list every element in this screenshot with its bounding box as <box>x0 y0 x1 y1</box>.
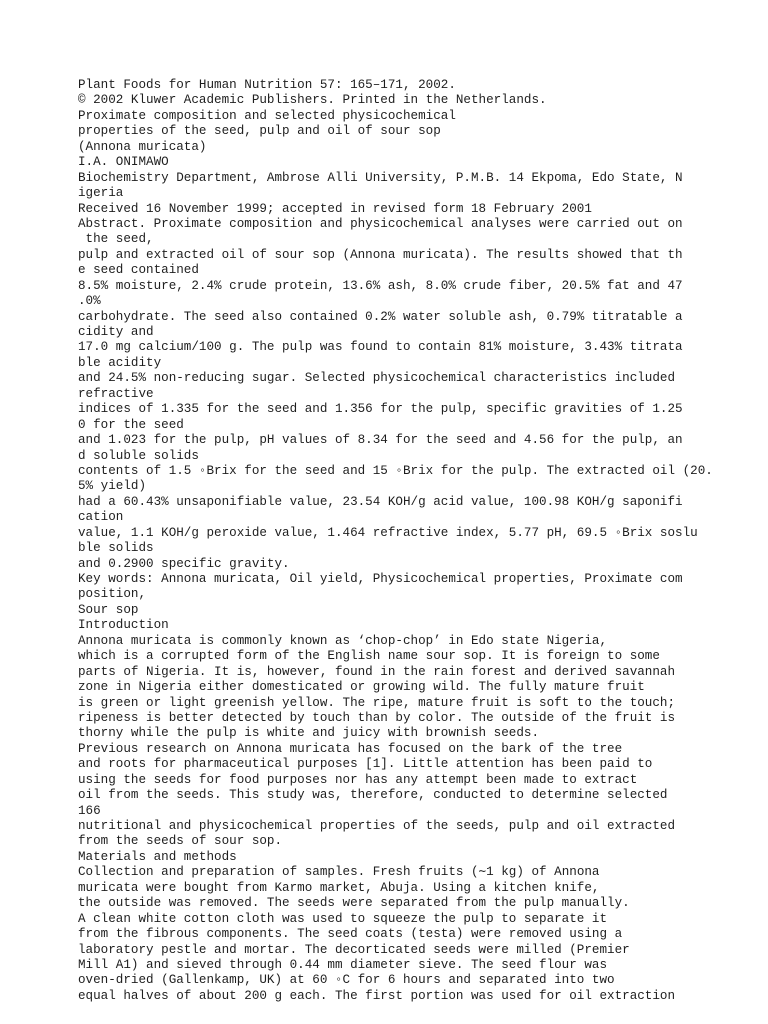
document-text <box>78 78 758 1004</box>
text-line: Key words: Annona muricata, Oil yield, Physicochemical properties, Proximate com <box>78 572 683 586</box>
text-line: Annona muricata is commonly known as ‘chop-chop’ in Edo state Nigeria, <box>78 633 608 648</box>
text-line: Sour sop <box>78 602 139 617</box>
text-line: oven-dried (Gallenkamp, UK) at 60 ◦C for 6 hours and separated into two <box>78 973 615 988</box>
text-line: value, 1.1 KOH/g peroxide value, 1.464 refractive index, 5.77 pH, 69.5 ◦Brix soslu <box>78 525 698 540</box>
text-line: and 0.2900 specific gravity. <box>78 556 290 571</box>
text-line: zone in Nigeria either domesticated or growing wild. The fully mature fruit <box>78 680 645 695</box>
text-line: © 2002 Kluwer Academic Publishers. Printed in the Netherlands. <box>78 93 547 108</box>
text-line: ble acidity <box>78 355 162 370</box>
text-line: 166 <box>78 803 101 818</box>
text-line: the outside was removed. The seeds were separated from the pulp manually. <box>78 896 630 911</box>
text-line: 17.0 mg calcium/100 g. The pulp was found to contain 81% moisture, 3.43% titrata <box>78 340 683 355</box>
text-line: ripeness is better detected by touch than by color. The outside of the fruit is <box>78 710 676 725</box>
text-line: e seed contained <box>78 263 199 278</box>
text-line: refractive <box>78 386 154 401</box>
text-line: Previous research on Annona muricata has focused on the bark of the tree <box>78 741 623 756</box>
text-line: Biochemistry Department, Ambrose Alli University, P.M.B. 14 Ekpoma, Edo State, N <box>78 170 683 185</box>
text-line: Proximate composition and selected physicochemical <box>78 108 456 123</box>
text-line: using the seeds for food purposes nor has any attempt been made to extract <box>78 772 638 787</box>
text-line: indices of 1.335 for the seed and 1.356 for the pulp, specific gravities of 1.25 <box>78 402 683 417</box>
text-line: had a 60.43% unsaponifiable value, 23.54 KOH/g acid value, 100.98 KOH/g saponifi <box>78 494 683 509</box>
text-line: I.A. ONIMAWO <box>78 155 169 170</box>
text-line: from the fibrous components. The seed coats (testa) were removed using a <box>78 927 623 942</box>
text-line: position, <box>78 587 147 602</box>
text-line: and 24.5% non-reducing sugar. Selected physicochemical characteristics included <box>78 371 676 386</box>
text-line: oil from the seeds. This study was, therefore, conducted to determine selected <box>78 788 668 803</box>
text-line: Mill A1) and sieved through 0.44 mm diameter sieve. The seed flour was <box>78 957 608 972</box>
text-line: parts of Nigeria. It is, however, found in the rain forest and derived savannah <box>78 664 676 679</box>
text-line: is green or light greenish yellow. The ripe, mature fruit is soft to the touch; <box>78 695 676 710</box>
text-line: and 1.023 for the pulp, pH values of 8.34 for the seed and 4.56 for the pulp, an <box>78 433 683 448</box>
text-line: and roots for pharmaceutical purposes [1]. Little attention has been paid to <box>78 757 653 772</box>
text-line: igeria <box>78 186 124 201</box>
text-line: properties of the seed, pulp and oil of sour sop <box>78 124 441 139</box>
text-line: (Annona muricata) <box>78 139 207 154</box>
text-line: 8.5% moisture, 2.4% crude protein, 13.6% ash, 8.0% crude fiber, 20.5% fat and 47 <box>78 278 683 293</box>
text-line: from the seeds of sour sop. <box>78 834 283 849</box>
text-line: muricata were bought from Karmo market, Abuja. Using a kitchen knife, <box>78 880 600 895</box>
text-line: Materials and methods <box>78 849 237 864</box>
text-line: nutritional and physicochemical properties of the seeds, pulp and oil extracted <box>78 819 676 833</box>
text-line: thorny while the pulp is white and juicy with brownish seeds. <box>78 726 540 741</box>
text-line: pulp and extracted oil of sour sop (Annona muricata). The results showed that th <box>78 247 683 262</box>
text-line: cidity and <box>78 325 154 339</box>
text-line: cation <box>78 510 124 525</box>
text-line: ble solids <box>78 541 154 556</box>
text-line: d soluble solids <box>78 448 199 463</box>
text-line: 0 for the seed <box>78 417 184 432</box>
text-line: which is a corrupted form of the English name sour sop. It is foreign to some <box>78 649 660 664</box>
text-line: .0% <box>78 294 101 309</box>
text-line: Plant Foods for Human Nutrition 57: 165–171, 2002. <box>78 78 456 92</box>
text-line: Introduction <box>78 618 169 633</box>
text-line: 5% yield) <box>78 479 147 494</box>
text-line: equal halves of about 200 g each. The first portion was used for oil extraction <box>78 988 676 1003</box>
text-line: laboratory pestle and mortar. The decorticated seeds were milled (Premier <box>78 942 630 957</box>
text-line: the seed, <box>78 232 154 247</box>
text-line: contents of 1.5 ◦Brix for the seed and 15 ◦Brix for the pulp. The extracted oil (20. <box>78 463 713 478</box>
text-line: A clean white cotton cloth was used to squeeze the pulp to separate it <box>78 911 608 926</box>
text-line: Received 16 November 1999; accepted in revised form 18 February 2001 <box>78 201 592 216</box>
text-line: Abstract. Proximate composition and physicochemical analyses were carried out on <box>78 216 683 231</box>
text-line: Collection and preparation of samples. Fresh fruits (∼1 kg) of Annona <box>78 865 600 880</box>
text-line: carbohydrate. The seed also contained 0.2% water soluble ash, 0.79% titratable a <box>78 309 683 324</box>
